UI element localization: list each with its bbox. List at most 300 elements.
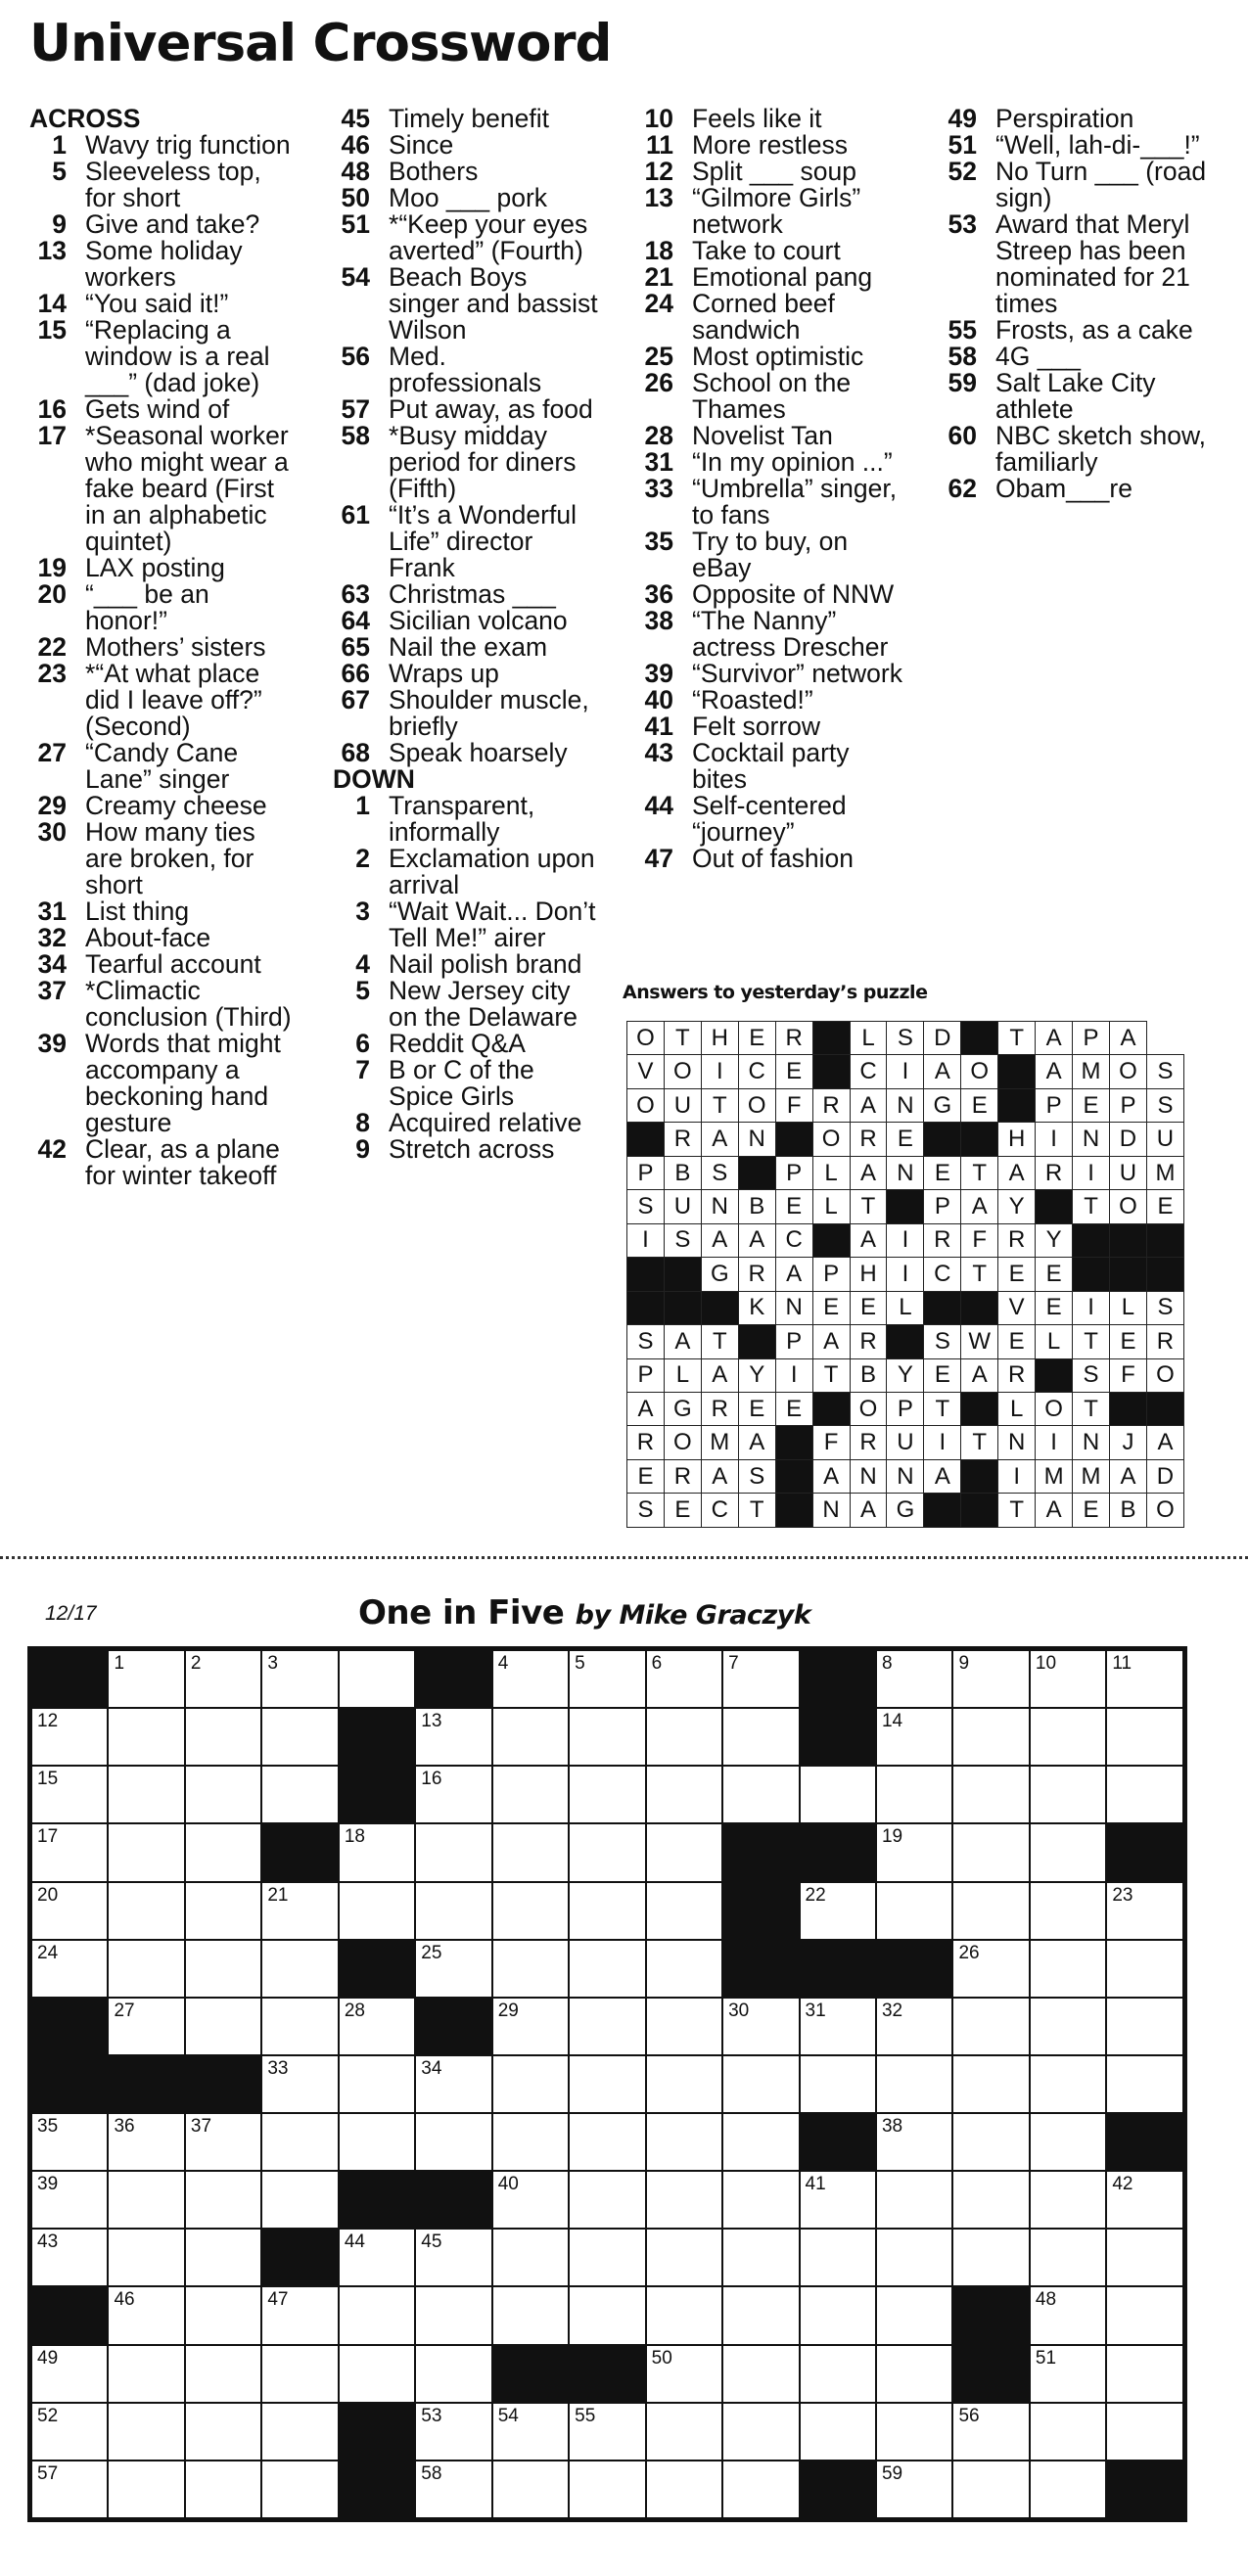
cell-number: 12: [37, 1711, 59, 1732]
grid-cell[interactable]: [722, 1650, 799, 1708]
grid-cell[interactable]: [108, 1766, 184, 1823]
grid-cell[interactable]: [108, 1650, 184, 1708]
grid-cell[interactable]: [261, 1708, 338, 1766]
answer-black-square: [1073, 1223, 1110, 1257]
grid-cell[interactable]: [876, 2403, 952, 2461]
grid-cell[interactable]: [492, 2171, 569, 2229]
answer-cell: F: [812, 1426, 850, 1459]
grid-cell[interactable]: [876, 1650, 952, 1708]
answer-cell: R: [850, 1325, 887, 1358]
grid-cell[interactable]: [492, 2286, 569, 2344]
grid-cell[interactable]: [108, 1940, 184, 1998]
grid-cell[interactable]: [800, 1766, 876, 1823]
grid-cell[interactable]: [339, 2113, 415, 2171]
grid-cell[interactable]: [492, 1882, 569, 1940]
grid-cell[interactable]: [261, 2113, 338, 2171]
across-clue: [29, 898, 294, 925]
answer-cell: O: [627, 1022, 665, 1055]
grid-cell[interactable]: [492, 2055, 569, 2113]
grid-cell[interactable]: [492, 2403, 569, 2461]
grid-cell[interactable]: [108, 2171, 184, 2229]
grid-cell[interactable]: [185, 2286, 261, 2344]
black-square: [415, 2171, 491, 2229]
grid-cell[interactable]: [952, 2171, 1029, 2229]
grid-cell[interactable]: [1106, 1882, 1183, 1940]
grid-cell[interactable]: [800, 1998, 876, 2055]
grid-cell[interactable]: [722, 2171, 799, 2229]
cell-number: 7: [728, 1653, 739, 1674]
clue-number: 23: [37, 659, 67, 688]
grid-cell[interactable]: [261, 2461, 338, 2518]
grid-cell[interactable]: [261, 1998, 338, 2055]
grid-cell[interactable]: [1030, 1882, 1106, 1940]
answer-black-square: [1109, 1223, 1146, 1257]
grid-cell[interactable]: [415, 2403, 491, 2461]
grid-cell[interactable]: [646, 2345, 722, 2403]
answer-black-square: [1109, 1392, 1146, 1425]
grid-cell[interactable]: [261, 1650, 338, 1708]
cell-number: 39: [37, 2174, 59, 2195]
answer-cell: M: [1073, 1055, 1110, 1088]
grid-cell[interactable]: [952, 2055, 1029, 2113]
grid-cell[interactable]: [952, 1940, 1029, 1998]
grid-cell[interactable]: [415, 2286, 491, 2344]
grid-cell[interactable]: [1106, 2055, 1183, 2113]
clue-number: 9: [355, 1134, 370, 1164]
grid-cell[interactable]: [569, 2403, 645, 2461]
grid-cell[interactable]: [1030, 1998, 1106, 2055]
grid-cell[interactable]: [569, 2461, 645, 2518]
clue-text: Perspiration: [995, 104, 1134, 133]
grid-cell[interactable]: [1030, 1650, 1106, 1708]
grid-cell[interactable]: [1030, 2229, 1106, 2286]
grid-cell[interactable]: [1106, 1998, 1183, 2055]
grid-cell[interactable]: [339, 2345, 415, 2403]
grid-cell[interactable]: [31, 1766, 108, 1823]
grid-cell[interactable]: [1030, 2345, 1106, 2403]
grid-cell[interactable]: [876, 2286, 952, 2344]
clue-number: 66: [341, 659, 370, 688]
clue-number: 54: [341, 262, 370, 292]
grid-cell[interactable]: [1106, 2345, 1183, 2403]
grid-cell[interactable]: [261, 2171, 338, 2229]
clue-number: 5: [355, 976, 370, 1005]
grid-cell[interactable]: [569, 1998, 645, 2055]
clue-text: Since: [389, 130, 454, 160]
cell-number: 2: [190, 1653, 202, 1674]
grid-cell[interactable]: [261, 2403, 338, 2461]
black-square: [339, 2171, 415, 2229]
clue-number: 57: [341, 394, 370, 424]
grid-cell[interactable]: [722, 1998, 799, 2055]
answer-cell: M: [701, 1426, 738, 1459]
clue-number: 39: [37, 1029, 67, 1058]
grid-cell[interactable]: [569, 1650, 645, 1708]
across-clue: [29, 1136, 294, 1189]
grid-cell[interactable]: [108, 2403, 184, 2461]
grid-cell[interactable]: [492, 1766, 569, 1823]
answer-cell: T: [998, 1022, 1036, 1055]
grid-cell[interactable]: [952, 1823, 1029, 1881]
clue-number: 40: [644, 685, 673, 714]
grid-cell[interactable]: [800, 2229, 876, 2286]
grid-cell[interactable]: [646, 1940, 722, 1998]
clue-number: 61: [341, 500, 370, 529]
grid-cell[interactable]: [415, 1823, 491, 1881]
grid-cell[interactable]: [569, 2286, 645, 2344]
grid-cell[interactable]: [185, 1650, 261, 1708]
answer-cell: P: [1073, 1022, 1110, 1055]
clue-number: 43: [644, 738, 673, 767]
clue-number: 47: [644, 844, 673, 873]
grid-cell[interactable]: [876, 2229, 952, 2286]
grid-cell[interactable]: [185, 1882, 261, 1940]
cell-number: 38: [881, 2116, 903, 2137]
grid-cell[interactable]: [646, 2055, 722, 2113]
answer-cell: B: [738, 1190, 775, 1223]
answer-cell: I: [887, 1223, 924, 1257]
grid-cell[interactable]: [1030, 2461, 1106, 2518]
down-clue: [636, 476, 902, 529]
grid-cell[interactable]: [952, 1650, 1029, 1708]
grid-cell[interactable]: [569, 1823, 645, 1881]
grid-cell[interactable]: [415, 2461, 491, 2518]
grid-cell[interactable]: [722, 2403, 799, 2461]
grid-cell[interactable]: [108, 2286, 184, 2344]
clue-number: 32: [37, 923, 67, 952]
grid-cell[interactable]: [185, 1766, 261, 1823]
cell-number: 49: [37, 2347, 59, 2369]
black-square: [31, 1998, 108, 2055]
grid-cell[interactable]: [108, 1708, 184, 1766]
grid-cell[interactable]: [1106, 1708, 1183, 1766]
answer-cell: A: [775, 1258, 812, 1291]
grid-cell[interactable]: [108, 1823, 184, 1881]
grid-cell[interactable]: [952, 2403, 1029, 2461]
grid-cell[interactable]: [800, 2403, 876, 2461]
grid-cell[interactable]: [185, 2229, 261, 2286]
clue-number: 48: [341, 157, 370, 186]
grid-cell[interactable]: [569, 1940, 645, 1998]
grid-cell[interactable]: [952, 1882, 1029, 1940]
grid-cell[interactable]: [415, 2055, 491, 2113]
grid-cell[interactable]: [31, 2403, 108, 2461]
answer-cell: R: [812, 1088, 850, 1122]
cell-number: 21: [267, 1884, 289, 1906]
grid-cell[interactable]: [185, 2403, 261, 2461]
grid-cell[interactable]: [1030, 2403, 1106, 2461]
grid-cell[interactable]: [261, 2055, 338, 2113]
grid-cell[interactable]: [31, 1708, 108, 1766]
grid-cell[interactable]: [1030, 2171, 1106, 2229]
grid-cell[interactable]: [185, 2113, 261, 2171]
clue-text: Acquired relative: [389, 1108, 582, 1137]
grid-cell[interactable]: [569, 1882, 645, 1940]
clue-text: “Wait Wait... Don’t Tell Me!” airer: [389, 897, 596, 952]
grid-cell[interactable]: [722, 2229, 799, 2286]
grid-cell[interactable]: [492, 1708, 569, 1766]
grid-cell[interactable]: [1030, 1940, 1106, 1998]
grid-cell[interactable]: [876, 1766, 952, 1823]
across-clue: [29, 793, 294, 819]
across-clue: [29, 819, 294, 898]
cell-number: 17: [37, 1826, 59, 1848]
answer-cell: I: [887, 1258, 924, 1291]
cell-number: 28: [344, 2000, 365, 2021]
grid-cell[interactable]: [339, 2055, 415, 2113]
grid-cell[interactable]: [492, 2229, 569, 2286]
answer-cell: A: [924, 1055, 961, 1088]
clue-text: Feels like it: [692, 104, 822, 133]
grid-cell[interactable]: [1030, 2286, 1106, 2344]
grid-cell[interactable]: [876, 1882, 952, 1940]
across-clue: [29, 740, 294, 793]
grid-cell[interactable]: [876, 2461, 952, 2518]
grid-cell[interactable]: [722, 2286, 799, 2344]
grid-cell[interactable]: [339, 1823, 415, 1881]
grid-cell[interactable]: [415, 1940, 491, 1998]
grid-cell[interactable]: [569, 2229, 645, 2286]
grid-cell[interactable]: [569, 2113, 645, 2171]
grid-cell[interactable]: [31, 2345, 108, 2403]
grid-cell[interactable]: [185, 2171, 261, 2229]
grid-cell[interactable]: [31, 1823, 108, 1881]
grid-cell[interactable]: [800, 2345, 876, 2403]
grid-cell[interactable]: [108, 2229, 184, 2286]
grid-cell[interactable]: [876, 2171, 952, 2229]
clue-number: 65: [341, 632, 370, 662]
answer-black-square: [961, 1392, 998, 1425]
grid-cell[interactable]: [646, 2286, 722, 2344]
grid-cell[interactable]: [569, 2055, 645, 2113]
grid-cell[interactable]: [646, 2403, 722, 2461]
grid-cell[interactable]: [185, 2461, 261, 2518]
clue-number: 21: [644, 262, 673, 292]
black-square: [1106, 2113, 1183, 2171]
grid-cell[interactable]: [492, 2461, 569, 2518]
cell-number: 5: [575, 1653, 585, 1674]
answer-cell: E: [775, 1055, 812, 1088]
answer-cell: A: [701, 1459, 738, 1493]
answer-cell: H: [701, 1022, 738, 1055]
cell-number: 53: [421, 2405, 442, 2426]
clue-text: NBC sketch show, familiarly: [995, 421, 1207, 477]
grid-cell[interactable]: [492, 1998, 569, 2055]
grid-cell[interactable]: [646, 2461, 722, 2518]
clue-number: 5: [52, 157, 67, 186]
grid-cell[interactable]: [952, 1766, 1029, 1823]
grid-cell[interactable]: [952, 2113, 1029, 2171]
grid-cell[interactable]: [492, 1940, 569, 1998]
answer-cell: S: [924, 1325, 961, 1358]
answer-black-square: [664, 1291, 701, 1324]
down-clue: [636, 370, 902, 423]
clue-number: 39: [644, 659, 673, 688]
clue-number: 16: [37, 394, 67, 424]
grid-cell[interactable]: [108, 2461, 184, 2518]
grid-cell[interactable]: [492, 2113, 569, 2171]
grid-cell[interactable]: [876, 1998, 952, 2055]
grid-cell[interactable]: [108, 2345, 184, 2403]
answer-cell: N: [701, 1190, 738, 1223]
across-clue: [333, 344, 602, 396]
black-square: [415, 1650, 491, 1708]
grid-cell[interactable]: [415, 1882, 491, 1940]
clue-text: Christmas ___: [389, 579, 556, 609]
grid-cell[interactable]: [722, 2113, 799, 2171]
grid-cell[interactable]: [31, 1940, 108, 1998]
answer-cell: A: [924, 1459, 961, 1493]
grid-cell[interactable]: [185, 1940, 261, 1998]
grid-cell[interactable]: [261, 1882, 338, 1940]
grid-cell[interactable]: [646, 1823, 722, 1881]
grid-cell[interactable]: [1030, 1708, 1106, 1766]
clue-text: Sleeveless top, for short: [85, 157, 261, 212]
grid-cell[interactable]: [261, 2286, 338, 2344]
down-clue: [333, 1057, 602, 1110]
grid-cell[interactable]: [31, 2171, 108, 2229]
grid-cell[interactable]: [646, 1998, 722, 2055]
grid-cell[interactable]: [569, 1708, 645, 1766]
grid-cell[interactable]: [339, 1998, 415, 2055]
down-clue: [940, 211, 1233, 317]
grid-cell[interactable]: [952, 2229, 1029, 2286]
grid-cell[interactable]: [261, 1940, 338, 1998]
cell-number: 23: [1112, 1884, 1133, 1906]
grid-cell[interactable]: [952, 1998, 1029, 2055]
clue-text: Timely benefit: [389, 104, 549, 133]
grid-cell[interactable]: [1030, 1823, 1106, 1881]
answer-cell: F: [775, 1088, 812, 1122]
answer-cell: T: [664, 1022, 701, 1055]
grid-cell[interactable]: [646, 2229, 722, 2286]
clue-number: 29: [37, 791, 67, 820]
grid-cell[interactable]: [415, 2345, 491, 2403]
down-clue: [636, 106, 902, 132]
grid-cell[interactable]: [415, 1708, 491, 1766]
grid-cell[interactable]: [185, 2345, 261, 2403]
cell-number: 34: [421, 2057, 442, 2079]
grid-cell[interactable]: [31, 2113, 108, 2171]
grid-cell[interactable]: [876, 1823, 952, 1881]
answer-cell: A: [1036, 1494, 1073, 1528]
grid-cell[interactable]: [1106, 1940, 1183, 1998]
grid-cell[interactable]: [339, 2286, 415, 2344]
grid-cell[interactable]: [339, 1882, 415, 1940]
answer-cell: A: [1036, 1055, 1073, 1088]
grid-cell[interactable]: [31, 1882, 108, 1940]
clue-number: 27: [37, 738, 67, 767]
grid-cell[interactable]: [1030, 2113, 1106, 2171]
clue-text: Words that might accompany a beckoning hand gesture: [85, 1029, 281, 1137]
grid-cell[interactable]: [646, 1708, 722, 1766]
answer-cell: I: [1036, 1426, 1073, 1459]
grid-cell[interactable]: [31, 2461, 108, 2518]
grid-cell[interactable]: [1106, 2403, 1183, 2461]
grid-cell[interactable]: [722, 2055, 799, 2113]
clue-number: 58: [948, 342, 977, 371]
clue-number: 3: [355, 897, 370, 926]
grid-cell[interactable]: [185, 1823, 261, 1881]
grid-cell[interactable]: [1106, 1766, 1183, 1823]
answer-cell: E: [627, 1459, 665, 1493]
grid-cell[interactable]: [415, 2113, 491, 2171]
grid-cell[interactable]: [261, 2345, 338, 2403]
grid-cell[interactable]: [1106, 2286, 1183, 2344]
grid-cell[interactable]: [1106, 2171, 1183, 2229]
grid-cell[interactable]: [1030, 1766, 1106, 1823]
grid-cell[interactable]: [261, 1766, 338, 1823]
clue-number: 8: [355, 1108, 370, 1137]
answer-cell: D: [1146, 1459, 1183, 1493]
cell-number: 9: [958, 1653, 970, 1674]
grid-cell[interactable]: [1106, 2229, 1183, 2286]
grid-cell[interactable]: [492, 1650, 569, 1708]
clue-number: 22: [37, 632, 67, 662]
answer-cell: V: [627, 1055, 665, 1088]
grid-cell[interactable]: [339, 2229, 415, 2286]
grid-cell[interactable]: [646, 2171, 722, 2229]
grid-cell[interactable]: [722, 2345, 799, 2403]
grid-cell[interactable]: [1106, 1650, 1183, 1708]
clue-text: Transparent, informally: [389, 791, 535, 847]
grid-cell[interactable]: [492, 1823, 569, 1881]
cell-number: 55: [575, 2405, 596, 2426]
clue-number: 56: [341, 342, 370, 371]
grid-cell[interactable]: [876, 2113, 952, 2171]
grid-cell[interactable]: [31, 2229, 108, 2286]
grid-cell[interactable]: [569, 2171, 645, 2229]
grid-cell[interactable]: [646, 1882, 722, 1940]
grid-cell[interactable]: [800, 2286, 876, 2344]
clue-text: Clear, as a plane for winter takeoff: [85, 1134, 280, 1190]
grid-cell[interactable]: [185, 1998, 261, 2055]
grid-cell[interactable]: [108, 2113, 184, 2171]
cell-number: 54: [497, 2405, 519, 2426]
grid-cell[interactable]: [415, 1766, 491, 1823]
grid-cell[interactable]: [108, 1882, 184, 1940]
grid-cell[interactable]: [646, 1650, 722, 1708]
clue-text: Speak hoarsely: [389, 738, 568, 767]
grid-cell[interactable]: [952, 1708, 1029, 1766]
grid-cell[interactable]: [185, 1708, 261, 1766]
grid-cell[interactable]: [876, 2345, 952, 2403]
grid-cell[interactable]: [569, 1766, 645, 1823]
grid-cell[interactable]: [722, 2461, 799, 2518]
black-square: [722, 1940, 799, 1998]
grid-cell[interactable]: [800, 1882, 876, 1940]
grid-cell[interactable]: [800, 2171, 876, 2229]
grid-cell[interactable]: [646, 1766, 722, 1823]
grid-cell[interactable]: [722, 1708, 799, 1766]
grid-cell[interactable]: [876, 1708, 952, 1766]
grid-cell[interactable]: [800, 2055, 876, 2113]
grid-cell[interactable]: [646, 2113, 722, 2171]
answer-cell: K: [738, 1291, 775, 1324]
clue-text: “It’s a Wonderful Life” director Frank: [389, 500, 577, 582]
grid-cell[interactable]: [108, 1998, 184, 2055]
answer-black-square: [738, 1156, 775, 1189]
grid-cell[interactable]: [722, 1766, 799, 1823]
grid-cell[interactable]: [876, 2055, 952, 2113]
grid-cell[interactable]: [1030, 2055, 1106, 2113]
grid-cell[interactable]: [339, 1650, 415, 1708]
across-clue: [29, 423, 294, 555]
answer-cell: H: [850, 1258, 887, 1291]
grid-cell[interactable]: [952, 2461, 1029, 2518]
answer-cell: E: [998, 1325, 1036, 1358]
grid-cell[interactable]: [415, 2229, 491, 2286]
